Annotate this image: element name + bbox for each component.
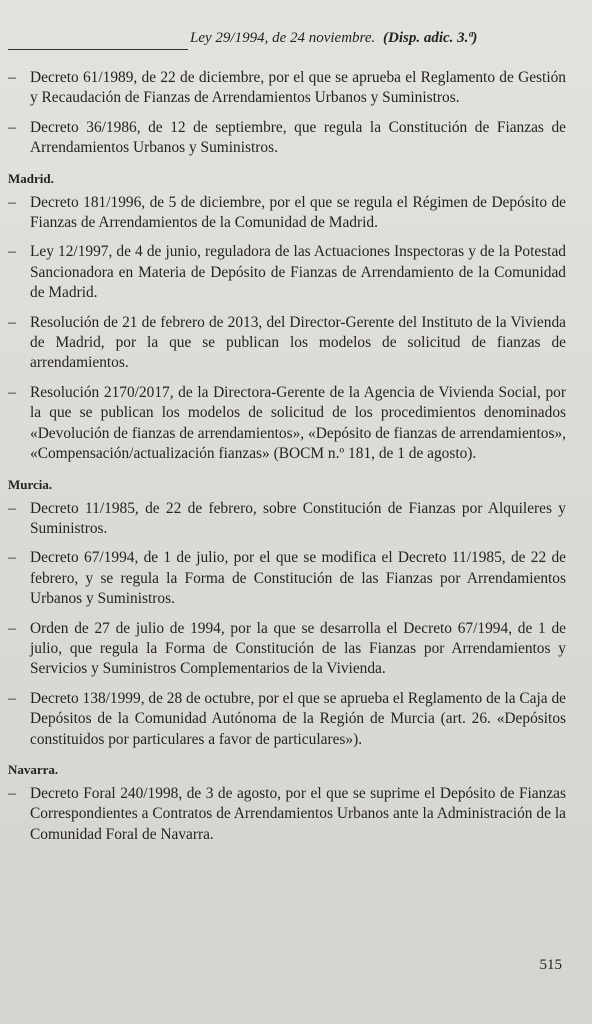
page-number: 515 xyxy=(539,957,562,973)
item-text: Decreto Foral 240/1998, de 3 de agosto, por el que se suprime el Depósito de Fianzas Correspondientes a Contratos de Arrendamientos Urbanos ante la Administración de la Comunidad Foral de Navarra. xyxy=(30,784,566,843)
item-text: Resolución 2170/2017, de la Directora-Gerente de la Agencia de Vivienda Social, por la que se publican los modelos de solicitud de los procedimientos denominados «Devolución de fianzas de arrendamientos», «Depósito de fianzas de arrendamientos», «Compensación/actualización fianzas» (BOCM n.º 181, de 1 de agosto). xyxy=(30,383,566,463)
list-item xyxy=(8,619,566,680)
list-item xyxy=(8,68,566,109)
bullet-dash: – xyxy=(8,118,16,136)
item-text: Ley 12/1997, de 4 de junio, reguladora de las Actuaciones Inspectoras y de la Potestad Sancionadora en Materia de Depósito de Fianzas de Arrendamiento de la Comunidad de Madrid. xyxy=(30,243,566,302)
list-item xyxy=(8,784,566,845)
header-title: Ley 29/1994, de 24 noviembre. xyxy=(190,30,376,46)
bullet-dash: – xyxy=(8,499,16,517)
region-heading-navarra: Navarra. xyxy=(8,761,59,777)
list-item xyxy=(8,499,566,540)
running-header xyxy=(190,30,582,47)
item-text: Decreto 181/1996, de 5 de diciembre, por el que se regula el Régimen de Depósito de Fianzas de Arrendamientos de la Comunidad de Madrid. xyxy=(30,193,566,232)
bullet-dash: – xyxy=(8,383,16,401)
item-text: Decreto 36/1986, de 12 de septiembre, que regula la Constitución de Fianzas de Arrendamientos Urbanos y Suministros. xyxy=(30,118,566,157)
item-text: Decreto 61/1989, de 22 de diciembre, por el que se aprueba el Reglamento de Gestión y Recaudación de Fianzas de Arrendamientos Urbanos y Suministros. xyxy=(30,69,566,107)
bullet-dash: – xyxy=(8,549,16,567)
bullet-dash: – xyxy=(8,784,16,802)
region-heading-madrid: Madrid. xyxy=(8,170,54,186)
list-item xyxy=(8,193,566,234)
region-heading-murcia: Murcia. xyxy=(8,476,53,492)
header-rule xyxy=(8,49,188,50)
bullet-dash: – xyxy=(8,619,16,637)
item-text: Decreto 138/1999, de 28 de octubre, por el que se aprueba el Reglamento de la Caja de Depósitos de la Comunidad Autónoma de la Región de Murcia (art. 26. «Depósitos constituidos por particulares a favor de particulares»). xyxy=(30,689,566,748)
header-section: (Disp. adic. 3.ª) xyxy=(383,30,478,46)
list-item xyxy=(8,242,566,303)
bullet-dash: – xyxy=(8,689,16,707)
item-text: Decreto 67/1994, de 1 de julio, por el que se modifica el Decreto 11/1985, de 22 de febrero, y se regula la Forma de Constitución de las Fianzas por Arrendamientos Urbanos y Suministros. xyxy=(30,549,566,608)
list-item xyxy=(8,118,566,159)
page-body xyxy=(8,68,566,854)
list-item xyxy=(8,548,566,609)
list-item xyxy=(8,383,566,465)
list-item xyxy=(8,689,566,750)
bullet-dash: – xyxy=(8,193,16,211)
item-text: Resolución de 21 de febrero de 2013, del Director-Gerente del Instituto de la Vivienda de Madrid, por la que se publican los modelos de solicitud de fianzas de arrendamientos. xyxy=(30,313,566,372)
item-text: Decreto 11/1985, de 22 de febrero, sobre Constitución de Fianzas por Alquileres y Suministros. xyxy=(30,499,566,537)
bullet-dash: – xyxy=(8,313,16,331)
item-text: Orden de 27 de julio de 1994, por la que se desarrolla el Decreto 67/1994, de 1 de julio, que regula la Forma de Constitución de las Fianzas por Arrendamientos y Servicios y Suministros Complementarios de la Vivienda. xyxy=(30,619,566,678)
bullet-dash: – xyxy=(8,69,16,86)
list-item xyxy=(8,313,566,374)
bullet-dash: – xyxy=(8,243,16,261)
